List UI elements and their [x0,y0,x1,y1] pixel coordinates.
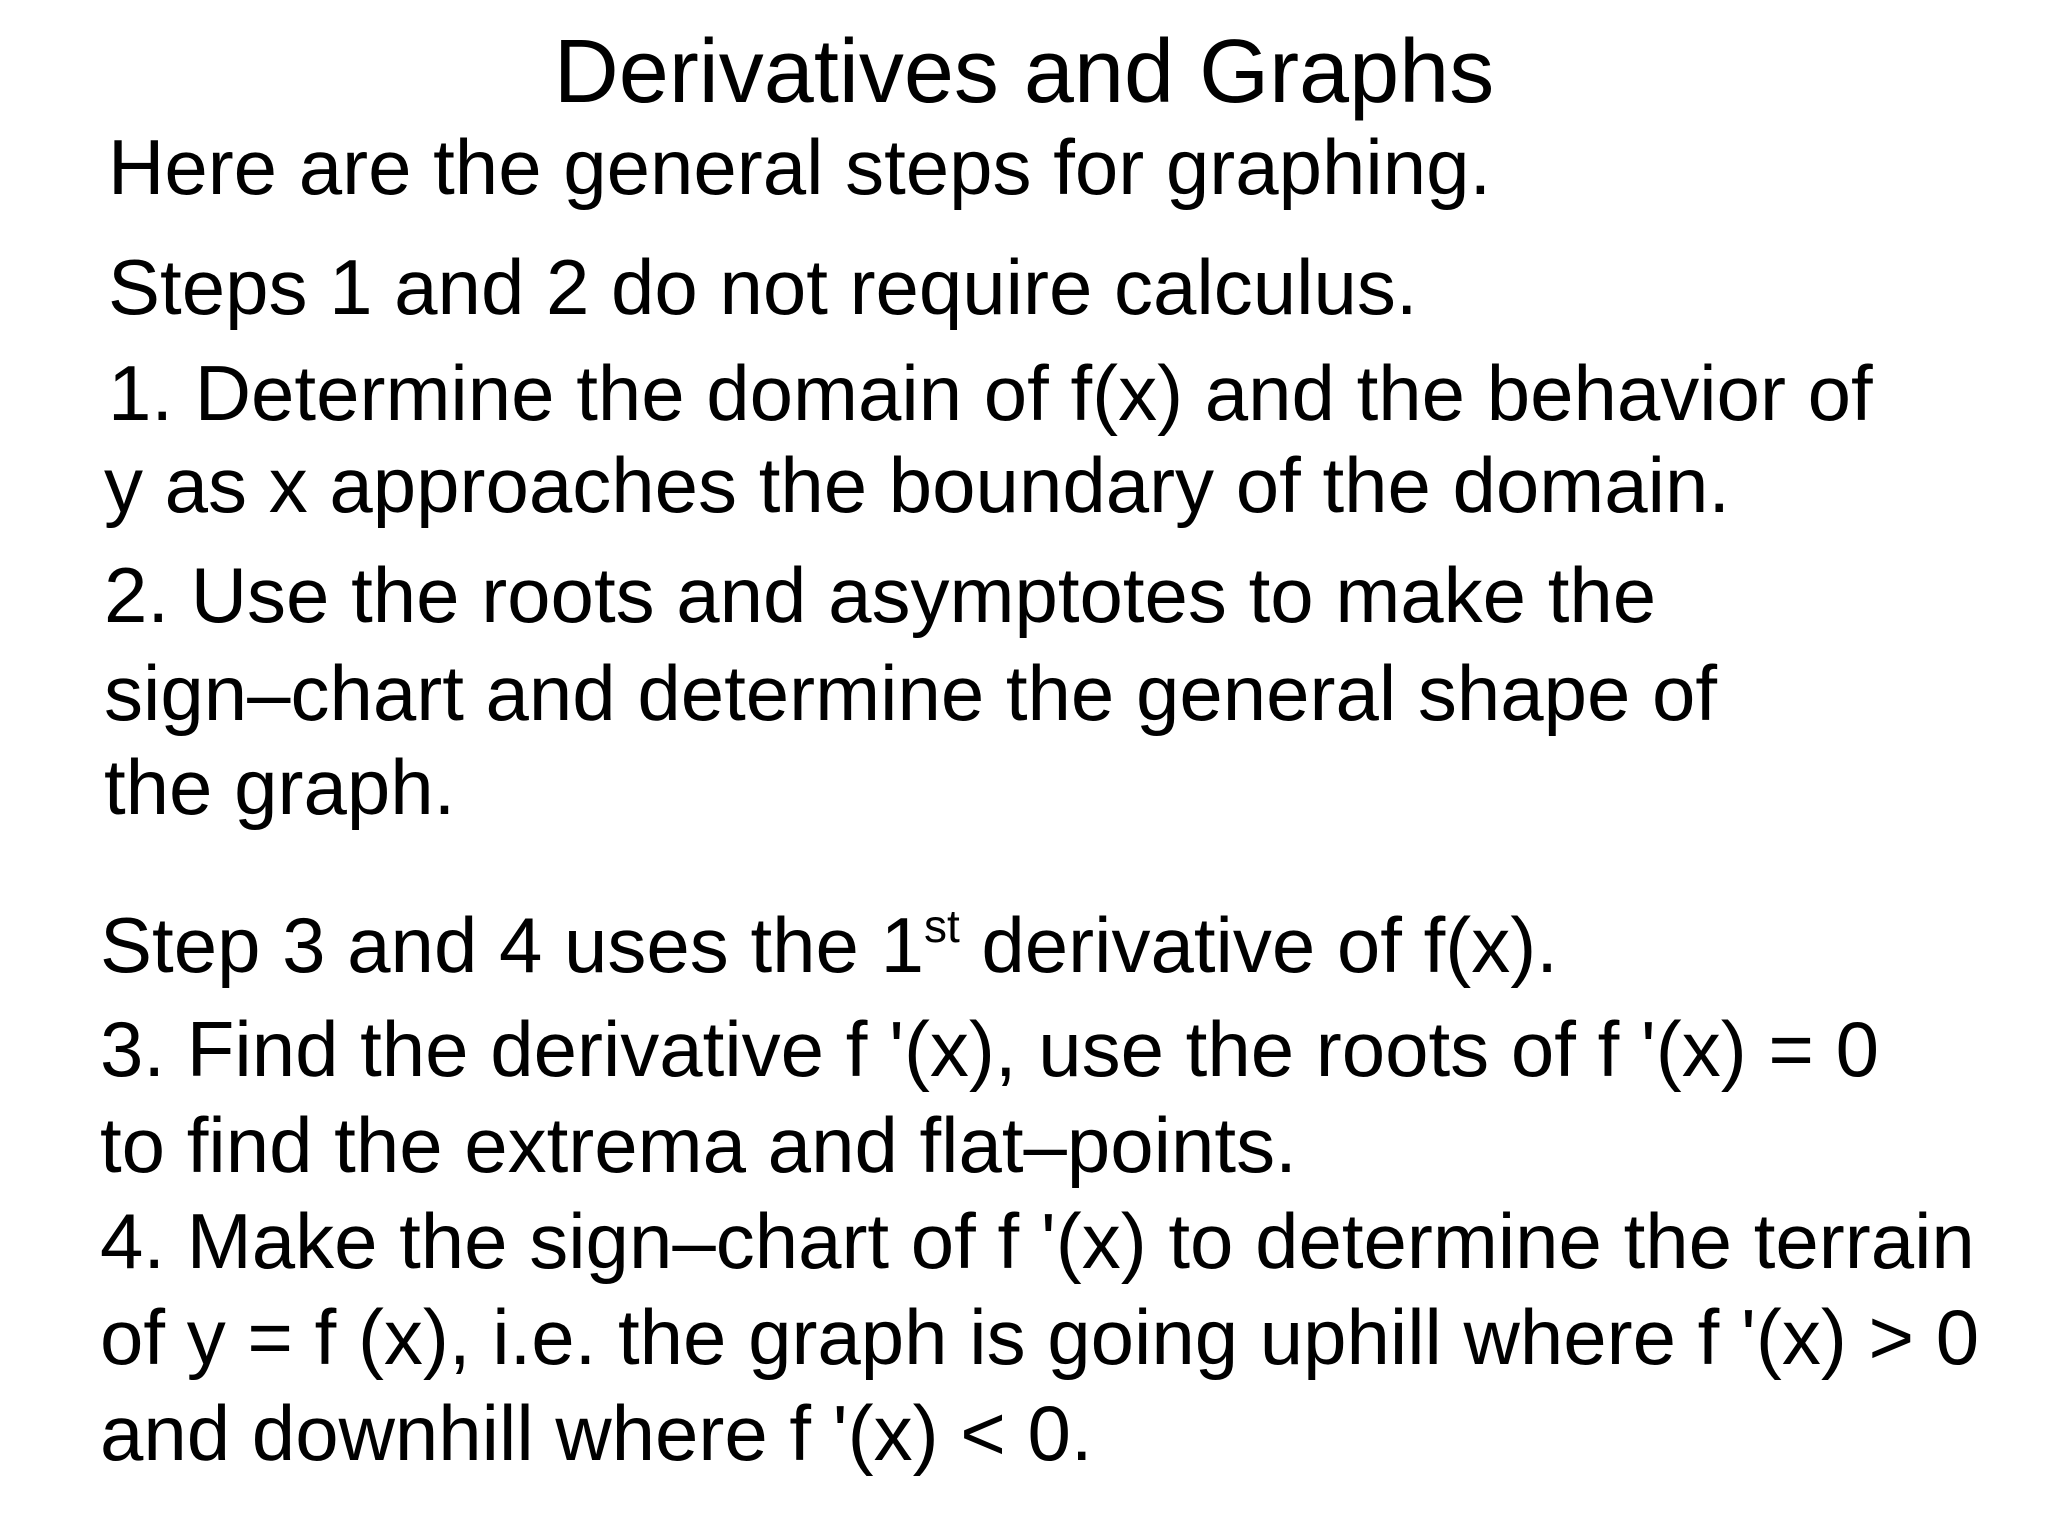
step1-line-2: y as x approaches the boundary of the domain. [104,441,1731,529]
section2-heading-start: Step 3 and 4 uses the 1 [100,901,924,989]
step2-line-1: 2. Use the roots and asymptotes to make the [104,551,1657,639]
step3-line-2: to find the extrema and flat–points. [100,1101,1297,1189]
slide-title: Derivatives and Graphs [553,22,1495,122]
step2-line-2: sign–chart and determine the general shape of [104,649,1718,737]
section2-heading [100,900,1558,1001]
step4-line-2: of y = f (x), i.e. the graph is going uphill where f '(x) > 0 [100,1293,1980,1381]
step4-line-3: and downhill where f '(x) < 0. [100,1389,1093,1477]
step4-line-1: 4. Make the sign–chart of f '(x) to determine the terrain [100,1197,1975,1285]
intro-text: Here are the general steps for graphing. [108,123,1492,211]
section1-heading: Steps 1 and 2 do not require calculus. [108,243,1418,331]
step2-line-3: the graph. [104,743,456,831]
section2-heading-end: derivative of f(x). [959,901,1558,989]
step3-line-1: 3. Find the derivative f '(x), use the roots of f '(x) = 0 [100,1005,1880,1093]
step1-line-1: 1. Determine the domain of f(x) and the behavior of [108,349,1873,437]
ordinal-superscript: st [923,900,960,952]
